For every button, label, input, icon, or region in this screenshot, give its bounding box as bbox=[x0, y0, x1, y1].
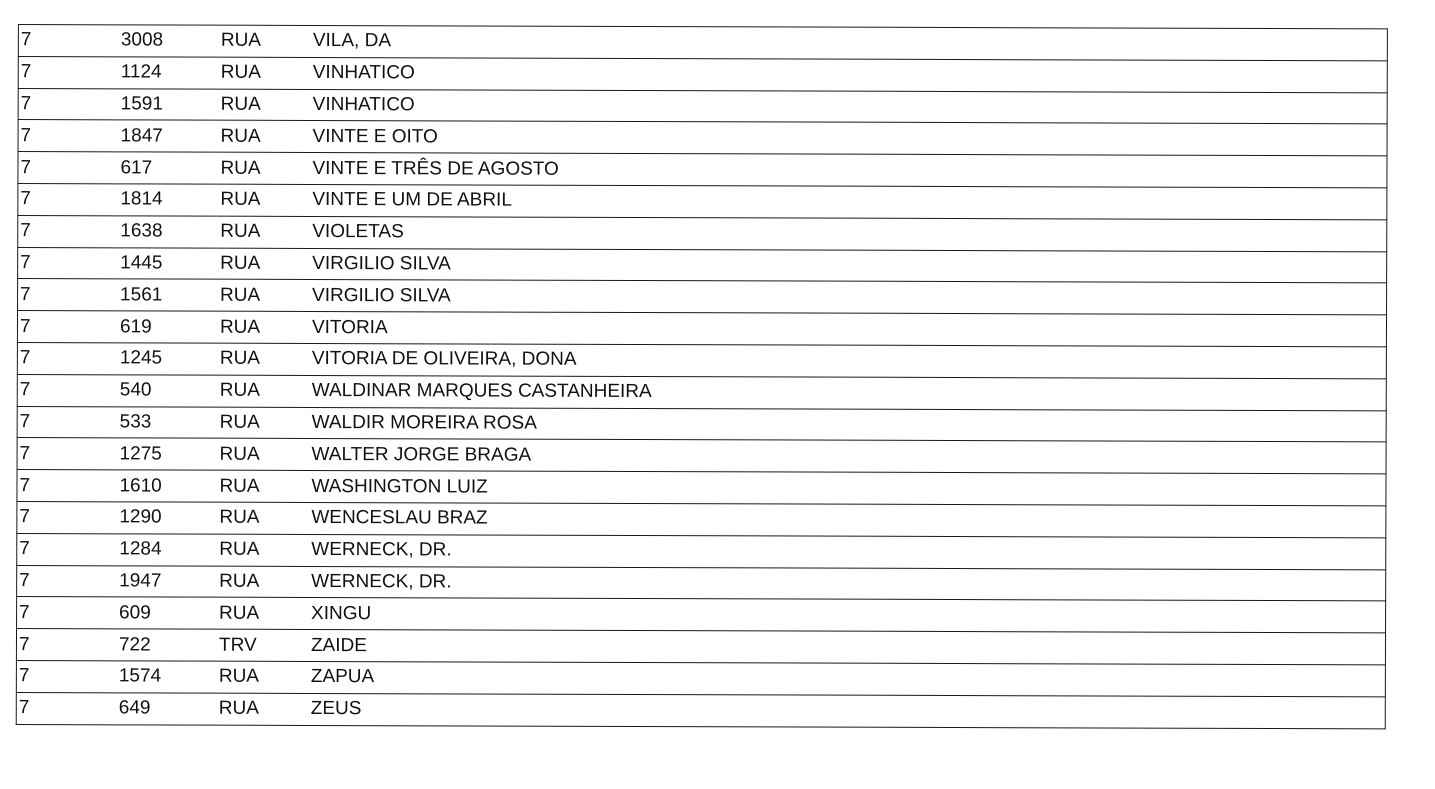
street-type-cell: RUA bbox=[215, 693, 307, 725]
street-type-cell: RUA bbox=[216, 248, 308, 280]
street-type-cell: RUA bbox=[217, 121, 309, 153]
street-code-cell: 3008 bbox=[117, 25, 217, 57]
street-code-cell: 619 bbox=[116, 311, 216, 343]
table-row bbox=[17, 470, 1386, 506]
zone-cell: 7 bbox=[17, 502, 116, 534]
street-name-cell: VITORIA bbox=[308, 312, 1387, 347]
street-name-cell: VIRGILIO SILVA bbox=[308, 280, 1387, 315]
zone-cell: 7 bbox=[18, 247, 117, 279]
street-list-table bbox=[16, 24, 1388, 729]
street-name-cell: ZAIDE bbox=[307, 630, 1386, 665]
street-name-cell: VIRGILIO SILVA bbox=[308, 248, 1387, 283]
street-name-cell: WALTER JORGE BRAGA bbox=[308, 439, 1387, 474]
street-code-cell: 1638 bbox=[116, 216, 216, 248]
zone-cell: 7 bbox=[17, 533, 116, 565]
street-name-cell: ZEUS bbox=[307, 693, 1386, 728]
zone-cell: 7 bbox=[17, 374, 116, 406]
table-row bbox=[17, 565, 1386, 601]
street-name-cell: VITORIA DE OLIVEIRA, DONA bbox=[308, 343, 1387, 378]
street-name-cell: WASHINGTON LUIZ bbox=[307, 471, 1386, 506]
street-type-cell: RUA bbox=[216, 216, 308, 248]
street-name-cell: VILA, DA bbox=[309, 25, 1388, 60]
table-row bbox=[18, 184, 1387, 220]
street-code-cell: 540 bbox=[116, 375, 216, 407]
street-code-cell: 1445 bbox=[116, 247, 216, 279]
zone-cell: 7 bbox=[16, 660, 115, 692]
zone-cell: 7 bbox=[17, 343, 116, 375]
zone-cell: 7 bbox=[18, 25, 117, 57]
street-type-cell: TRV bbox=[215, 629, 307, 661]
street-name-cell: XINGU bbox=[307, 598, 1386, 633]
zone-cell: 7 bbox=[17, 597, 116, 629]
zone-cell: 7 bbox=[17, 438, 116, 470]
street-name-cell: VINTE E TRÊS DE AGOSTO bbox=[308, 153, 1387, 188]
zone-cell: 7 bbox=[16, 629, 115, 661]
street-code-cell: 1284 bbox=[115, 534, 215, 566]
street-type-cell: RUA bbox=[217, 57, 309, 89]
street-type-cell: RUA bbox=[215, 502, 307, 534]
table-row bbox=[18, 88, 1387, 124]
zone-cell: 7 bbox=[18, 120, 117, 152]
street-name-cell: WERNECK, DR. bbox=[307, 566, 1386, 601]
street-type-cell: RUA bbox=[216, 439, 308, 471]
street-type-cell: RUA bbox=[216, 311, 308, 343]
table-row bbox=[17, 374, 1386, 410]
table-row bbox=[18, 25, 1387, 61]
zone-cell: 7 bbox=[18, 152, 117, 184]
street-name-cell: VINHATICO bbox=[309, 89, 1388, 124]
street-name-cell: VINHATICO bbox=[309, 57, 1388, 92]
street-code-cell: 1574 bbox=[115, 661, 215, 693]
street-code-cell: 1847 bbox=[117, 120, 217, 152]
table-row bbox=[16, 629, 1385, 665]
zone-cell: 7 bbox=[18, 88, 117, 120]
street-code-cell: 1814 bbox=[116, 184, 216, 216]
table-row bbox=[17, 311, 1386, 347]
street-name-cell: WALDINAR MARQUES CASTANHEIRA bbox=[308, 375, 1387, 410]
table-row bbox=[17, 343, 1386, 379]
street-code-cell: 533 bbox=[116, 406, 216, 438]
zone-cell: 7 bbox=[17, 406, 116, 438]
street-type-cell: RUA bbox=[216, 280, 308, 312]
table-row bbox=[16, 692, 1385, 728]
street-type-cell: RUA bbox=[216, 184, 308, 216]
street-name-cell: VINTE E OITO bbox=[309, 121, 1388, 156]
table-row bbox=[17, 597, 1386, 633]
street-type-cell: RUA bbox=[215, 661, 307, 693]
street-name-cell: VINTE E UM DE ABRIL bbox=[308, 184, 1387, 219]
street-code-cell: 1124 bbox=[117, 57, 217, 89]
table-row bbox=[17, 406, 1386, 442]
street-type-cell: RUA bbox=[217, 89, 309, 121]
zone-cell: 7 bbox=[18, 184, 117, 216]
street-name-cell: ZAPUA bbox=[307, 661, 1386, 696]
street-code-cell: 1275 bbox=[116, 438, 216, 470]
street-code-cell: 1591 bbox=[117, 88, 217, 120]
table-row bbox=[18, 279, 1387, 315]
table-row bbox=[17, 502, 1386, 538]
street-name-cell: WERNECK, DR. bbox=[307, 534, 1386, 569]
street-type-cell: RUA bbox=[215, 566, 307, 598]
street-type-cell: RUA bbox=[215, 598, 307, 630]
street-code-cell: 609 bbox=[115, 597, 215, 629]
zone-cell: 7 bbox=[17, 470, 116, 502]
table-row bbox=[16, 660, 1385, 696]
street-name-cell: VIOLETAS bbox=[308, 216, 1387, 251]
street-type-cell: RUA bbox=[216, 152, 308, 184]
street-code-cell: 649 bbox=[115, 693, 215, 725]
table-row bbox=[17, 533, 1386, 569]
street-code-cell: 1561 bbox=[116, 279, 216, 311]
zone-cell: 7 bbox=[17, 311, 116, 343]
street-code-cell: 1245 bbox=[116, 343, 216, 375]
table-row bbox=[18, 56, 1387, 92]
zone-cell: 7 bbox=[18, 279, 117, 311]
table-row bbox=[17, 438, 1386, 474]
zone-cell: 7 bbox=[18, 215, 117, 247]
table-row bbox=[18, 152, 1387, 188]
table-row bbox=[18, 120, 1387, 156]
street-code-cell: 1947 bbox=[115, 565, 215, 597]
street-name-cell: WALDIR MOREIRA ROSA bbox=[308, 407, 1387, 442]
street-type-cell: RUA bbox=[215, 534, 307, 566]
street-code-cell: 722 bbox=[115, 629, 215, 661]
street-type-cell: RUA bbox=[216, 407, 308, 439]
street-list-body bbox=[16, 25, 1387, 729]
street-code-cell: 617 bbox=[116, 152, 216, 184]
street-code-cell: 1610 bbox=[115, 470, 215, 502]
street-type-cell: RUA bbox=[216, 375, 308, 407]
zone-cell: 7 bbox=[16, 692, 115, 724]
zone-cell: 7 bbox=[18, 56, 117, 88]
street-type-cell: RUA bbox=[215, 470, 307, 502]
table-row bbox=[18, 215, 1387, 251]
street-name-cell: WENCESLAU BRAZ bbox=[307, 502, 1386, 537]
table-row bbox=[18, 247, 1387, 283]
street-code-cell: 1290 bbox=[115, 502, 215, 534]
street-type-cell: RUA bbox=[216, 343, 308, 375]
zone-cell: 7 bbox=[17, 565, 116, 597]
street-type-cell: RUA bbox=[217, 25, 309, 57]
